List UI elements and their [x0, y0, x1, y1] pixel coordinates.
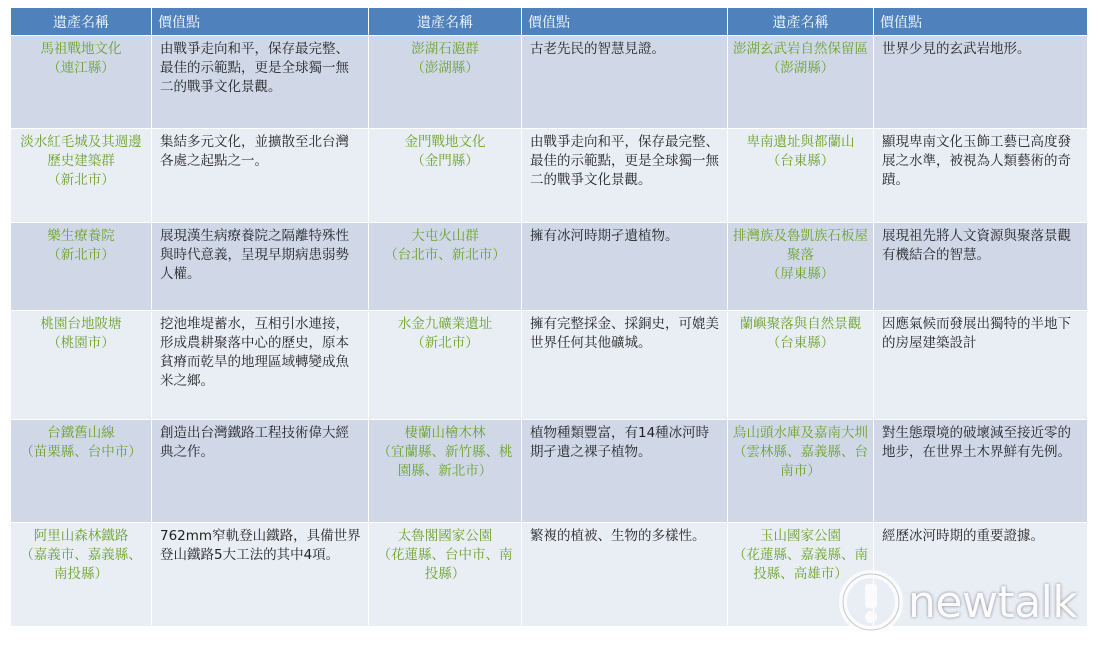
- heritage-location: （連江縣）: [47, 60, 115, 76]
- heritage-name-cell: [11, 523, 152, 627]
- heritage-name: 卑南遺址與都蘭山: [746, 134, 855, 150]
- heritage-name: 蘭嶼聚落與自然景觀: [739, 316, 862, 332]
- value-point-cell: 展現祖先將人文資源與聚落景觀有機結合的智慧。: [874, 223, 1088, 311]
- header-heritage-name-3: 遺產名稱: [728, 8, 874, 36]
- heritage-location: （宜蘭縣、新竹縣、桃園縣、新北市）: [377, 444, 513, 479]
- heritage-name: 水金九礦業遺址: [397, 316, 493, 332]
- value-point-cell: 762mm窄軌登山鐵路，具備世界登山鐵路5大工法的其中4項。: [152, 523, 369, 627]
- heritage-name: 淡水紅毛城及其週邊歷史建築群: [20, 134, 142, 169]
- heritage-table: [10, 7, 1088, 627]
- heritage-name-cell: [369, 311, 522, 420]
- heritage-location: （新北市）: [47, 172, 115, 188]
- value-point-cell: 集結多元文化，並擴散至北台灣各處之起點之一。: [152, 129, 369, 223]
- heritage-location: （花蓮縣、嘉義縣、南投縣、高雄市）: [733, 547, 868, 582]
- value-point-cell: 由戰爭走向和平，保存最完整、最佳的示範點，更是全球獨一無二的戰爭文化景觀。: [152, 36, 369, 129]
- heritage-location: （台北市、新北市）: [384, 247, 506, 263]
- heritage-name: 阿里山森林鐵路: [33, 528, 129, 544]
- header-value-point-3: 價值點: [874, 8, 1088, 36]
- heritage-location: （花蓮縣、台中市、南投縣）: [377, 547, 513, 582]
- value-point-cell: 古老先民的智慧見證。: [522, 36, 728, 129]
- header-heritage-name-2: 遺產名稱: [369, 8, 522, 36]
- table-row: [11, 129, 1088, 223]
- heritage-name-cell: [11, 223, 152, 311]
- value-point-cell: 因應氣候而發展出獨特的半地下的房屋建築設計: [874, 311, 1088, 420]
- heritage-name-cell: [11, 129, 152, 223]
- table-row: [11, 36, 1088, 129]
- value-point-cell: 展現漢生病療養院之隔離特殊性與時代意義，呈現早期病患弱勢人權。: [152, 223, 369, 311]
- heritage-name: 烏山頭水庫及嘉南大圳: [733, 425, 868, 441]
- table-row: [11, 311, 1088, 420]
- heritage-name: 排灣族及魯凱族石板屋聚落: [733, 228, 868, 263]
- heritage-name-cell: [369, 223, 522, 311]
- heritage-location: （台東縣）: [766, 153, 835, 169]
- heritage-name: 大屯火山群: [411, 228, 479, 244]
- value-point-cell: 經歷冰河時期的重要證據。: [874, 523, 1088, 627]
- value-point-cell: 世界少見的玄武岩地形。: [874, 36, 1088, 129]
- table-row: [11, 223, 1088, 311]
- heritage-location: （新北市）: [411, 335, 479, 351]
- heritage-name-cell: [11, 311, 152, 420]
- heritage-location: （澎湖縣）: [411, 60, 479, 76]
- heritage-location: （台東縣）: [766, 335, 835, 351]
- header-value-point-2: 價值點: [522, 8, 728, 36]
- heritage-name: 棲蘭山檜木林: [404, 425, 486, 441]
- heritage-name-cell: [728, 523, 874, 627]
- heritage-name-cell: [11, 420, 152, 523]
- heritage-name-cell: [369, 420, 522, 523]
- newtalk-watermark-text: newtalk: [908, 576, 1078, 628]
- value-point-cell: 擁有冰河時期孑遺植物。: [522, 223, 728, 311]
- heritage-location: （嘉義市、嘉義縣、南投縣）: [20, 547, 142, 582]
- heritage-name: 太魯閣國家公園: [397, 528, 493, 544]
- heritage-name: 金門戰地文化: [404, 134, 486, 150]
- value-point-cell: 挖池堆堤蓄水，互相引水連接，形成農耕聚落中心的歷史，原本貧瘠而乾旱的地理區域轉變成魚米之鄉。: [152, 311, 369, 420]
- value-point-cell: 植物種類豐富，有14種冰河時期孑遺之裸子植物。: [522, 420, 728, 523]
- heritage-name-cell: [369, 36, 522, 129]
- header-heritage-name-1: 遺產名稱: [11, 8, 152, 36]
- value-point-cell: 創造出台灣鐵路工程技術偉大經典之作。: [152, 420, 369, 523]
- heritage-location: （桃園市）: [47, 335, 115, 351]
- heritage-name-cell: [11, 36, 152, 129]
- header-value-point-1: 價值點: [152, 8, 369, 36]
- heritage-name: 澎湖石滬群: [411, 41, 479, 57]
- value-point-cell: 顯現卑南文化玉飾工藝已高度發展之水準，被視為人類藝術的奇蹟。: [874, 129, 1088, 223]
- heritage-name: 樂生療養院: [47, 228, 115, 244]
- heritage-location: （苗栗縣、台中市）: [20, 444, 142, 460]
- value-point-cell: 由戰爭走向和平，保存最完整、最佳的示範點，更是全球獨一無二的戰爭文化景觀。: [522, 129, 728, 223]
- heritage-location: （金門縣）: [411, 153, 479, 169]
- heritage-name-cell: [728, 36, 874, 129]
- value-point-cell: 擁有完整採金、採銅史，可媲美世界任何其他礦城。: [522, 311, 728, 420]
- heritage-name-cell: [728, 129, 874, 223]
- table-row: [11, 523, 1088, 627]
- table-header-row: [11, 8, 1088, 36]
- heritage-name-cell: [728, 311, 874, 420]
- heritage-location: （雲林縣、嘉義縣、台南市）: [733, 444, 868, 479]
- heritage-name: 玉山國家公園: [760, 528, 841, 544]
- table-row: [11, 420, 1088, 523]
- heritage-name-cell: [728, 420, 874, 523]
- heritage-name: 澎湖玄武岩自然保留區: [733, 41, 868, 57]
- heritage-name: 台鐵舊山線: [47, 425, 115, 441]
- value-point-cell: 繁複的植被、生物的多樣性。: [522, 523, 728, 627]
- heritage-name-cell: [369, 129, 522, 223]
- heritage-name: 馬祖戰地文化: [40, 41, 122, 57]
- heritage-location: （屏東縣）: [766, 266, 835, 282]
- value-point-cell: 對生態環境的破壞減至接近零的地步，在世界土木界鮮有先例。: [874, 420, 1088, 523]
- heritage-name-cell: [728, 223, 874, 311]
- heritage-location: （澎湖縣）: [766, 60, 835, 76]
- heritage-name: 桃園台地陂塘: [40, 316, 122, 332]
- heritage-name-cell: [369, 523, 522, 627]
- heritage-location: （新北市）: [47, 247, 115, 263]
